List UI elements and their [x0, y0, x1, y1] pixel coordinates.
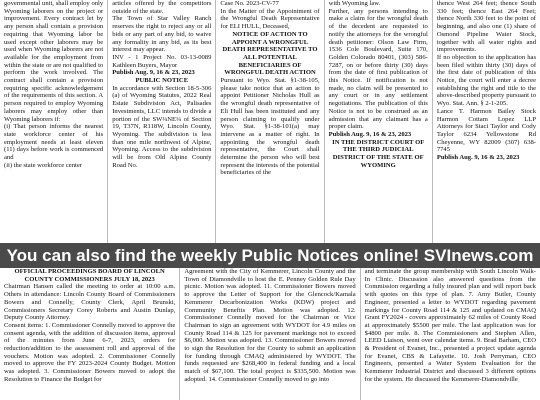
banner-text: You can also find the weekly Public Notices online! SVInews.com	[6, 245, 534, 265]
notice-heading: NOTICE OF ACTION TO APPOINT A WRONGFUL DEATH REPRESENTATIVE TO ALL POTENTIAL BENEFICIARIES OF WRONGFUL DEATH ACTION	[222, 30, 318, 77]
notice-column-5	[432, 0, 540, 243]
notice-paragraph: (ii) the state workforce center	[4, 161, 82, 169]
notice-paragraph: Further, any persons intending to make a claim for the wrongful death of the decedent are requested to notify the attorneys for the wrongful death petitioner: Olson Law Firm, 1536 Cole Boulevard, Suite 170, Golden Colorado 80401, (303) 586-7287, on or before thirty (30) days from the date of first publication of this Notice. If notification is not made, no claim will be presented to any court or in any settlement negotiations. The publication of this Notice is not to be construed as an admission that any claimant has a proper claim.	[328, 7, 428, 131]
notice-paragraph: Chairman Hansen called the meeting to order at 10:00 a.m. Others in attendance: Lincoln County Board of Commissioners Bowers and Connelly, County Clerk, April Brunski, Commissioners Secretary Corey Roberts and Austin Dunlap, Deputy County Attorney.	[4, 283, 176, 322]
notice-heading: PUBLIC NOTICE	[135, 77, 189, 85]
notice-paragraph: thence West 264 feet; thence South 330 feet; thence East 264 Feet; thence North 330 feet to the point of beginning, and also one (1) share of Osmond Pipeline Water Stock, together with all water rights and improvements.	[436, 0, 537, 54]
publish-dates: Publish Aug. 9, 16 & 23, 2023	[436, 154, 520, 162]
notice-column-2	[107, 0, 215, 243]
notice-column-3	[215, 0, 323, 243]
notice-column-4	[324, 0, 432, 243]
notice-paragraph: In accordance with Section 18-5-306 (a) of Wyoming Statutes, 2022 Real Estate Subdivision Act, Palisades Investments, LLC intends to divide a portion of the SW¼NE¼ of Section 19, T37N, R118W, Lincoln County, Wyoming. The subdivision is less than one mile northwest of Alpine, Wyoming. Access to the subdivision will be from Old Alpine County Road No.	[112, 84, 212, 169]
notice-signature: INV - 1 Project No. 03-13-0089 Kathleen Buyers, Mayor	[112, 53, 212, 69]
notice-paragraph: (i) That person informs the nearest state workforce center of his employment needs at least eleven (11) days before work is commenced and	[4, 123, 104, 162]
publish-dates: Publish Aug. 9, 16 & 23, 2023	[328, 130, 412, 138]
attorney-signature: Lance T. Harmon Bailey Stock Harmon Cottam Lopez LLP Attorneys for Staci Taylor and Cody Taylor 6234 Yellowstone Rd Cheyenne, WY 82009 (307) 638-7745	[436, 107, 537, 154]
notice-paragraph: The Town of Star Valley Ranch reserves the right to reject any or all bids or any part of any bid, to waive any formality in any bid, as its best interest may appear.	[112, 15, 212, 54]
notice-paragraph: Consent items: 1. Commissioner Connelly moved to approve the consent agenda, with the addition of discussion items, approval of the minutes from June 6-7, 2023, orders for reduction/addition to the assessment roll and approval of the vouchers. Motion was adopted. 2. Commissioner Connelly moved to approve the FY 2023-2024 County Budget. Motion was adopted. 3. Commissioner Bowers moved to adopt the Resolution to Finance the Budget for	[4, 321, 176, 383]
notice-column-1	[0, 0, 107, 243]
case-number: Case No. 2023-CV-77	[220, 0, 279, 7]
proceedings-column-2	[179, 268, 359, 400]
notices-bottom-section	[0, 268, 540, 400]
notice-paragraph: If no objection to the application has been filed within thirty (30) days of the first date of publication of this Notice, the court will enter a decree establishing the right and title to the above-described property pursuant to Wyo. Stat. Ann. § 2-1-205.	[436, 53, 537, 108]
notice-paragraph: Agreement with the City of Kemmerer, Lincoln County and the Town of Diamondville to host the E. Penney Golden Rule Day picnic. Motion was adopted. 11. Commissioner Bowers moved to approve the Letter of Support for the Glencock/Kamala Kemmerer Decarbonization Works (KDW) project and Community Benefits Plan. Motion was adopted. 12. Commissioner Connelly moved for the Chairman or Vice Chairman to sign an agreement with WYDOT for 4.9 miles on County Road 114 & 125 for pavement markings not to exceed $6,000. Motion was adopted. 13. Commissioner Bowers moved to sign the Resolution for the County to submit an application for funding through CMAQ administered by WYDOT. The funds requested are $268,400 in federal funding and a local match of $67,100. The total project is $335,500. Motion was adopted. 14. Commissioner Connelly moved to go into	[184, 268, 356, 383]
notice-paragraph: and terminate the group membership with South Lincoln Walk-In Clinic. Discussion also answered questions from the Commission regarding a fully insured plan and will report back with quotes on this type of plan. 7. Amy Butler, County Engineer, presented a letter to WYDOT regarding pavement markings for County Road 114 & 125 and updated on CMAQ Grant FY2024 - covers approximately 62 miles of County Road at approximately $5500 per mile. The last application was for $4800 per mile. 8. The Commissioners and Stephen Allen, LEED Liaison, went over calendar items. 9. Brad Barham, CEO & President of Evanet, Inc., presented a project update agenda for Evanet, CBS & Lafayette. 10. Josh Perryman, CEO Engineers, presented a Water System Evaluation for the Kemmerer Industrial District and discussed 3 different options for the system. He discussed the Kemmerer-Diamondville	[364, 268, 536, 383]
proceedings-column-3	[360, 268, 540, 400]
notice-paragraph: In the Matter of the Appointment of the Wrongful Death Representative for ELI HULL, Deceased,	[220, 7, 320, 31]
publish-dates: Publish Aug. 9, 16 & 23, 2023	[112, 69, 195, 77]
notice-paragraph: governmental unit, shall employ only Wyoming laborers on the project or improvement. Every contract let by any person shall contain a provision requiring that Wyoming labor be used except other laborers may be used when Wyoming laborers are not available for the employment from within the state or are not qualified to perform the work involved. The contract shall contain a provision requiring specific acknowledgement of the requirements of this section. A person required to employ Wyoming laborers may employ other than Wyoming laborers if:	[4, 0, 104, 123]
proceedings-column-1	[0, 268, 179, 400]
notice-paragraph: Pursuant to Wyo. Stat. §1-38-105, please take notice that an action to appoint Petitioner Nicholas Hull as the wrongful death representative of Eli Hull has been instituted and any person claiming to qualify under Wyo. Stat. §1-38-101(a) may intervene as a matter of right. In appointing the wrongful death representative, the Court shall determine the person who will best represent the interests of the potential beneficiaries of the	[220, 77, 320, 177]
notice-paragraph: articles offered by the competitors outside of the state.	[112, 0, 212, 15]
notice-paragraph: with Wyoming law.	[328, 0, 381, 7]
proceedings-heading: OFFICIAL PROCEEDINGS BOARD OF LINCOLN COUNTY COMMISSIONERS JULY 18, 2023	[14, 268, 165, 283]
online-notices-banner	[0, 243, 540, 268]
notice-heading: IN THE DISTRICT COURT OF THE THIRD JUDICIAL DISTRICT OF THE STATE OF WYOMING	[332, 138, 425, 169]
